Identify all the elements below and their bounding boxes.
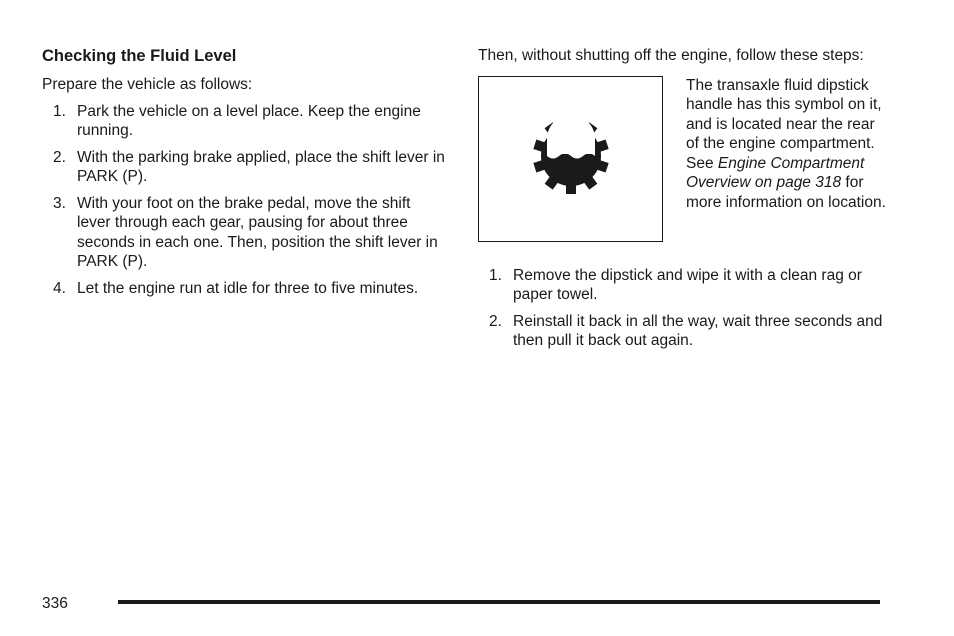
step-text: Let the engine run at idle for three to five minutes. (77, 279, 419, 297)
right-intro-text: Then, without shutting off the engine, follow these steps: (478, 47, 864, 64)
caption-text-end: for more information on location. (686, 174, 886, 211)
check-steps-list (478, 266, 888, 351)
step-number: 2. (53, 148, 66, 166)
cross-reference: Engine Compartment Overview on page 318 (686, 154, 865, 191)
left-column (42, 46, 447, 305)
list-item (42, 148, 447, 187)
transaxle-fluid-gear-icon (532, 117, 610, 195)
step-text: Park the vehicle on a level place. Keep the engine running. (77, 102, 421, 139)
caption-text: The transaxle fluid dipstick handle has this symbol on it, and is located near the rear of the engine compartment. See (686, 76, 882, 172)
step-text: Reinstall it back in all the way, wait three seconds and then pull it back out again. (513, 312, 883, 349)
step-number: 3. (53, 194, 66, 212)
figure-row (478, 76, 888, 266)
list-item (478, 312, 888, 351)
right-column (478, 46, 888, 358)
step-number: 1. (53, 102, 66, 120)
section-heading: Checking the Fluid Level (42, 47, 237, 65)
list-item (478, 266, 888, 305)
step-text: With your foot on the brake pedal, move the shift lever through each gear, pausing for about three seconds in each one. Then, position the shift lever in PARK (P). (77, 194, 438, 270)
step-number: 1. (489, 266, 502, 284)
step-text: With the parking brake applied, place the shift lever in PARK (P). (77, 148, 445, 185)
page-number: 336 (42, 595, 68, 612)
list-item (42, 194, 447, 272)
figure-caption (686, 76, 891, 213)
symbol-figure (478, 76, 663, 242)
step-text: Remove the dipstick and wipe it with a clean rag or paper towel. (513, 266, 862, 303)
list-item (42, 102, 447, 141)
list-item (42, 279, 447, 299)
step-number: 2. (489, 312, 502, 330)
step-number: 4. (53, 279, 66, 297)
footer-divider (118, 600, 880, 604)
prep-steps-list (42, 102, 447, 299)
intro-text: Prepare the vehicle as follows: (42, 76, 253, 93)
